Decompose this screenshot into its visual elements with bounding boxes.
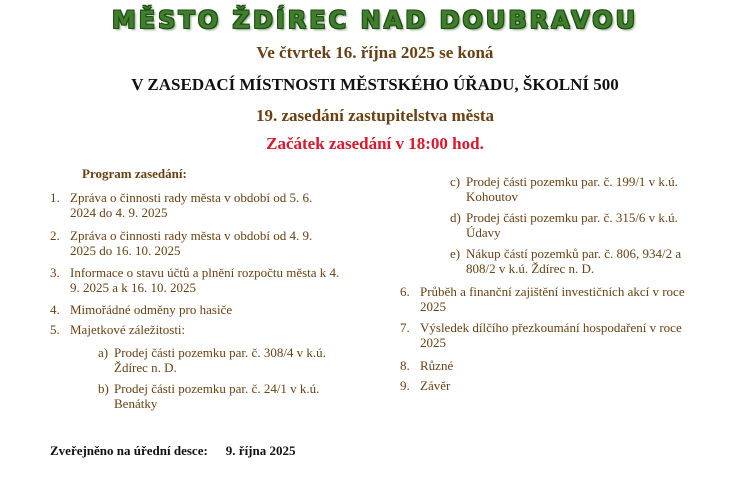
- program-item: [50, 190, 380, 222]
- item-number: 6.: [400, 284, 410, 299]
- item-number: 7.: [400, 320, 410, 335]
- program-title: Program zasedání:: [82, 166, 187, 181]
- item-text-line: Majetkové záležitosti:: [70, 322, 186, 337]
- item-number: 8.: [400, 358, 410, 373]
- item-text-line: Mimořádné odměny pro hasiče: [70, 302, 233, 317]
- item-text: [70, 322, 185, 337]
- item-text: [70, 265, 339, 295]
- item-text: [70, 302, 232, 317]
- item-number: 3.: [50, 265, 60, 280]
- program-subitem: [98, 381, 388, 413]
- item-text: [420, 358, 453, 373]
- item-text-line: Zpráva o činnosti rady města v období od 5. 6.: [70, 190, 313, 205]
- subitem-text-line: Údavy: [466, 225, 501, 240]
- meeting-location-line: V ZASEDACÍ MÍSTNOSTI MĚSTSKÉHO ÚŘADU, ŠKOLNÍ 500: [131, 75, 619, 94]
- item-text-line: 2024 do 4. 9. 2025: [70, 205, 168, 220]
- subitem-label: d): [450, 210, 461, 225]
- program-subitem: [98, 345, 388, 377]
- item-text: [70, 228, 312, 258]
- item-text-line: 9. 2025 a k 16. 10. 2025: [70, 280, 197, 295]
- page-title: MĚSTO ŽDÍREC NAD DOUBRAVOU: [111, 6, 639, 34]
- program-item: [50, 228, 380, 260]
- publication-date: 9. října 2025: [225, 443, 296, 458]
- program-item: [50, 322, 380, 338]
- subitem-text-line: Prodej části pozemku par. č. 308/4 v k.ú.: [114, 345, 326, 360]
- item-number: 4.: [50, 302, 60, 317]
- program-item: [400, 378, 740, 394]
- meeting-date-line: Ve čtvrtek 16. října 2025 se koná: [256, 43, 494, 62]
- item-text-line: Výsledek dílčího přezkoumání hospodaření v roce: [420, 320, 682, 335]
- subitem-text: [466, 210, 678, 240]
- item-text: [420, 378, 450, 393]
- item-text-line: Zpráva o činnosti rady města v období od 4. 9.: [70, 228, 313, 243]
- subitem-text-line: Prodej části pozemku par. č. 199/1 v k.ú.: [466, 174, 678, 189]
- meeting-number-line: 19. zasedání zastupitelstva města: [256, 106, 494, 125]
- subitem-text-line: Benátky: [114, 396, 158, 411]
- program-item: [50, 302, 380, 318]
- program-subitem: [450, 246, 730, 278]
- program-item: [400, 320, 740, 352]
- subitem-text-line: Kohoutov: [466, 189, 518, 204]
- publication-note: [50, 443, 296, 459]
- subitem-text-line: Prodej části pozemku par. č. 315/6 v k.ú.: [466, 210, 678, 225]
- item-text: [420, 320, 682, 350]
- subitem-text: [114, 381, 319, 411]
- program-item: [400, 284, 740, 316]
- subitem-text-line: Prodej části pozemku par. č. 24/1 v k.ú.: [114, 381, 320, 396]
- subitem-label: b): [98, 381, 109, 396]
- subitem-text: [466, 174, 678, 204]
- item-number: 9.: [400, 378, 410, 393]
- program-subitem: [450, 174, 730, 206]
- program-subitem: [450, 210, 730, 242]
- subitem-label: c): [450, 174, 461, 189]
- subitem-text-line: Nákup částí pozemků par. č. 806, 934/2 a: [466, 246, 682, 261]
- subitem-text-line: 808/2 v k.ú. Ždírec n. D.: [466, 261, 595, 276]
- item-text-line: Informace o stavu účtů a plnění rozpočtu města k 4.: [70, 265, 340, 280]
- item-number: 5.: [50, 322, 60, 337]
- item-number: 2.: [50, 228, 60, 243]
- item-text: [70, 190, 312, 220]
- item-text: [420, 284, 685, 314]
- item-text-line: 2025: [420, 335, 446, 350]
- item-number: 1.: [50, 190, 60, 205]
- meeting-start-line: Začátek zasedání v 18:00 hod.: [266, 134, 484, 153]
- subitem-text: [466, 246, 681, 276]
- subitem-text-line: Ždírec n. D.: [114, 360, 177, 375]
- item-text-line: Průběh a finanční zajištění investičních akcí v roce: [420, 284, 685, 299]
- program-item: [400, 358, 740, 374]
- item-text-line: 2025: [420, 299, 446, 314]
- program-item: [50, 265, 390, 297]
- publication-label: Zveřejněno na úřední desce:: [50, 443, 208, 458]
- item-text-line: 2025 do 16. 10. 2025: [70, 243, 181, 258]
- item-text-line: Různé: [420, 358, 454, 373]
- subitem-text: [114, 345, 326, 375]
- item-text-line: Závěr: [420, 378, 451, 393]
- subitem-label: a): [98, 345, 109, 360]
- subitem-label: e): [450, 246, 461, 261]
